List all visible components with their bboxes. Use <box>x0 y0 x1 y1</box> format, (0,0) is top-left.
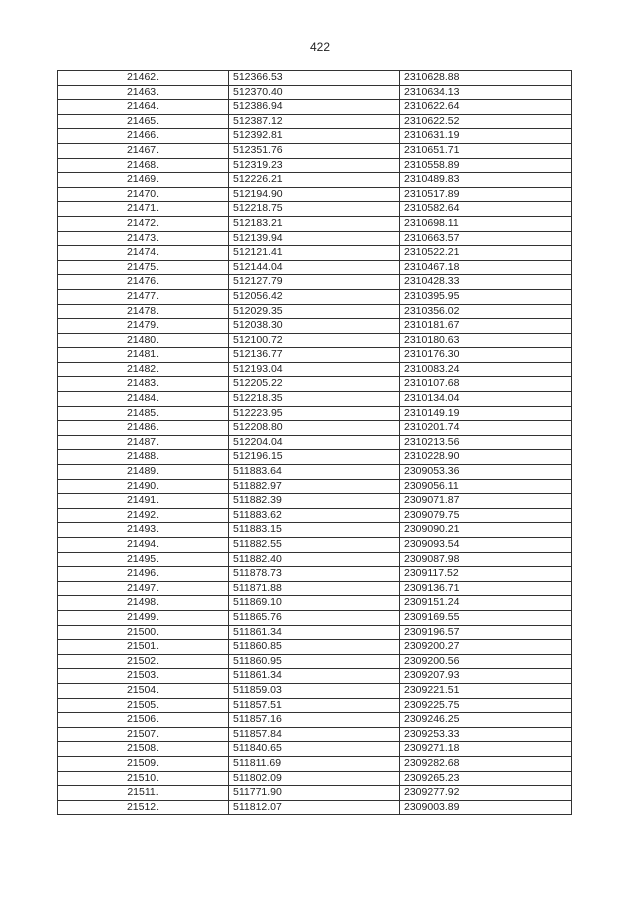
point-number-cell: 21504. <box>58 683 229 698</box>
point-number-cell: 21507. <box>58 727 229 742</box>
point-number-cell: 21473. <box>58 231 229 246</box>
x-coordinate-cell: 512223.95 <box>229 406 400 421</box>
point-number-cell: 21475. <box>58 260 229 275</box>
point-number-cell: 21481. <box>58 348 229 363</box>
y-coordinate-cell: 2309200.27 <box>400 640 572 655</box>
table-row <box>58 289 572 304</box>
y-coordinate-cell: 2310663.57 <box>400 231 572 246</box>
point-number-cell: 21489. <box>58 465 229 480</box>
x-coordinate-cell: 512100.72 <box>229 333 400 348</box>
table-row <box>58 260 572 275</box>
table-row <box>58 377 572 392</box>
page-number: 422 <box>309 40 331 54</box>
x-coordinate-cell: 511840.65 <box>229 742 400 757</box>
y-coordinate-cell: 2310517.89 <box>400 187 572 202</box>
x-coordinate-cell: 511771.90 <box>229 786 400 801</box>
y-coordinate-cell: 2309079.75 <box>400 508 572 523</box>
x-coordinate-cell: 511883.62 <box>229 508 400 523</box>
table-row <box>58 333 572 348</box>
table-row <box>58 202 572 217</box>
x-coordinate-cell: 512194.90 <box>229 187 400 202</box>
point-number-cell: 21484. <box>58 392 229 407</box>
table-row <box>58 392 572 407</box>
table-row <box>58 756 572 771</box>
y-coordinate-cell: 2309117.52 <box>400 567 572 582</box>
x-coordinate-cell: 512226.21 <box>229 173 400 188</box>
y-coordinate-cell: 2310228.90 <box>400 450 572 465</box>
y-coordinate-cell: 2309003.89 <box>400 800 572 815</box>
point-number-cell: 21494. <box>58 538 229 553</box>
y-coordinate-cell: 2310631.19 <box>400 129 572 144</box>
table-row <box>58 71 572 86</box>
point-number-cell: 21464. <box>58 100 229 115</box>
point-number-cell: 21491. <box>58 494 229 509</box>
x-coordinate-cell: 511882.97 <box>229 479 400 494</box>
x-coordinate-cell: 512366.53 <box>229 71 400 86</box>
point-number-cell: 21497. <box>58 581 229 596</box>
x-coordinate-cell: 511869.10 <box>229 596 400 611</box>
point-number-cell: 21493. <box>58 523 229 538</box>
table-row <box>58 698 572 713</box>
table-row <box>58 640 572 655</box>
table-row <box>58 727 572 742</box>
table-row <box>58 683 572 698</box>
point-number-cell: 21487. <box>58 435 229 450</box>
x-coordinate-cell: 511860.95 <box>229 654 400 669</box>
y-coordinate-cell: 2309136.71 <box>400 581 572 596</box>
point-number-cell: 21502. <box>58 654 229 669</box>
x-coordinate-cell: 512351.76 <box>229 143 400 158</box>
point-number-cell: 21508. <box>58 742 229 757</box>
point-number-cell: 21509. <box>58 756 229 771</box>
point-number-cell: 21466. <box>58 129 229 144</box>
y-coordinate-cell: 2309090.21 <box>400 523 572 538</box>
table-row <box>58 596 572 611</box>
y-coordinate-cell: 2310582.64 <box>400 202 572 217</box>
point-number-cell: 21478. <box>58 304 229 319</box>
point-number-cell: 21472. <box>58 216 229 231</box>
y-coordinate-cell: 2310428.33 <box>400 275 572 290</box>
x-coordinate-cell: 511878.73 <box>229 567 400 582</box>
table-row <box>58 304 572 319</box>
table-row <box>58 538 572 553</box>
point-number-cell: 21512. <box>58 800 229 815</box>
table-row <box>58 508 572 523</box>
y-coordinate-cell: 2310107.68 <box>400 377 572 392</box>
point-number-cell: 21498. <box>58 596 229 611</box>
y-coordinate-cell: 2309277.92 <box>400 786 572 801</box>
x-coordinate-cell: 512038.30 <box>229 319 400 334</box>
y-coordinate-cell: 2309053.36 <box>400 465 572 480</box>
table-row <box>58 465 572 480</box>
table-row <box>58 129 572 144</box>
x-coordinate-cell: 512193.04 <box>229 362 400 377</box>
point-number-cell: 21463. <box>58 85 229 100</box>
table-row <box>58 173 572 188</box>
x-coordinate-cell: 512218.75 <box>229 202 400 217</box>
y-coordinate-cell: 2310489.83 <box>400 173 572 188</box>
table-row <box>58 771 572 786</box>
x-coordinate-cell: 511802.09 <box>229 771 400 786</box>
table-row <box>58 610 572 625</box>
point-number-cell: 21499. <box>58 610 229 625</box>
y-coordinate-cell: 2309225.75 <box>400 698 572 713</box>
table-row <box>58 552 572 567</box>
x-coordinate-cell: 512204.04 <box>229 435 400 450</box>
point-number-cell: 21492. <box>58 508 229 523</box>
point-number-cell: 21482. <box>58 362 229 377</box>
table-row <box>58 581 572 596</box>
x-coordinate-cell: 511871.88 <box>229 581 400 596</box>
table-row <box>58 114 572 129</box>
table-row <box>58 742 572 757</box>
y-coordinate-cell: 2310083.24 <box>400 362 572 377</box>
x-coordinate-cell: 512319.23 <box>229 158 400 173</box>
x-coordinate-cell: 512029.35 <box>229 304 400 319</box>
point-number-cell: 21503. <box>58 669 229 684</box>
point-number-cell: 21501. <box>58 640 229 655</box>
y-coordinate-cell: 2310181.67 <box>400 319 572 334</box>
x-coordinate-cell: 512205.22 <box>229 377 400 392</box>
x-coordinate-cell: 512208.80 <box>229 421 400 436</box>
y-coordinate-cell: 2309221.51 <box>400 683 572 698</box>
coordinates-table-body <box>58 71 572 815</box>
y-coordinate-cell: 2310634.13 <box>400 85 572 100</box>
y-coordinate-cell: 2310698.11 <box>400 216 572 231</box>
table-row <box>58 494 572 509</box>
y-coordinate-cell: 2309282.68 <box>400 756 572 771</box>
table-row <box>58 158 572 173</box>
y-coordinate-cell: 2310651.71 <box>400 143 572 158</box>
x-coordinate-cell: 512127.79 <box>229 275 400 290</box>
y-coordinate-cell: 2309087.98 <box>400 552 572 567</box>
y-coordinate-cell: 2309196.57 <box>400 625 572 640</box>
x-coordinate-cell: 512121.41 <box>229 246 400 261</box>
point-number-cell: 21495. <box>58 552 229 567</box>
x-coordinate-cell: 512386.94 <box>229 100 400 115</box>
y-coordinate-cell: 2310522.21 <box>400 246 572 261</box>
table-row <box>58 143 572 158</box>
x-coordinate-cell: 512056.42 <box>229 289 400 304</box>
point-number-cell: 21462. <box>58 71 229 86</box>
point-number-cell: 21469. <box>58 173 229 188</box>
y-coordinate-cell: 2309151.24 <box>400 596 572 611</box>
y-coordinate-cell: 2309169.55 <box>400 610 572 625</box>
x-coordinate-cell: 512183.21 <box>229 216 400 231</box>
point-number-cell: 21467. <box>58 143 229 158</box>
x-coordinate-cell: 511882.55 <box>229 538 400 553</box>
x-coordinate-cell: 511857.84 <box>229 727 400 742</box>
y-coordinate-cell: 2310176.30 <box>400 348 572 363</box>
y-coordinate-cell: 2309271.18 <box>400 742 572 757</box>
y-coordinate-cell: 2310622.52 <box>400 114 572 129</box>
x-coordinate-cell: 511812.07 <box>229 800 400 815</box>
x-coordinate-cell: 511861.34 <box>229 669 400 684</box>
table-row <box>58 479 572 494</box>
point-number-cell: 21500. <box>58 625 229 640</box>
x-coordinate-cell: 512196.15 <box>229 450 400 465</box>
point-number-cell: 21471. <box>58 202 229 217</box>
x-coordinate-cell: 511859.03 <box>229 683 400 698</box>
table-row <box>58 435 572 450</box>
y-coordinate-cell: 2309265.23 <box>400 771 572 786</box>
table-row <box>58 216 572 231</box>
table-row <box>58 669 572 684</box>
y-coordinate-cell: 2310628.88 <box>400 71 572 86</box>
table-row <box>58 421 572 436</box>
y-coordinate-cell: 2309071.87 <box>400 494 572 509</box>
point-number-cell: 21465. <box>58 114 229 129</box>
table-row <box>58 713 572 728</box>
x-coordinate-cell: 511861.34 <box>229 625 400 640</box>
y-coordinate-cell: 2310467.18 <box>400 260 572 275</box>
y-coordinate-cell: 2309056.11 <box>400 479 572 494</box>
y-coordinate-cell: 2310395.95 <box>400 289 572 304</box>
x-coordinate-cell: 512370.40 <box>229 85 400 100</box>
y-coordinate-cell: 2309200.56 <box>400 654 572 669</box>
point-number-cell: 21488. <box>58 450 229 465</box>
table-row <box>58 231 572 246</box>
y-coordinate-cell: 2309093.54 <box>400 538 572 553</box>
y-coordinate-cell: 2309207.93 <box>400 669 572 684</box>
table-row <box>58 406 572 421</box>
point-number-cell: 21510. <box>58 771 229 786</box>
point-number-cell: 21490. <box>58 479 229 494</box>
x-coordinate-cell: 511860.85 <box>229 640 400 655</box>
x-coordinate-cell: 512139.94 <box>229 231 400 246</box>
table-row <box>58 786 572 801</box>
table-row <box>58 100 572 115</box>
point-number-cell: 21511. <box>58 786 229 801</box>
point-number-cell: 21506. <box>58 713 229 728</box>
x-coordinate-cell: 512144.04 <box>229 260 400 275</box>
point-number-cell: 21486. <box>58 421 229 436</box>
table-row <box>58 523 572 538</box>
point-number-cell: 21505. <box>58 698 229 713</box>
x-coordinate-cell: 511865.76 <box>229 610 400 625</box>
x-coordinate-cell: 511883.15 <box>229 523 400 538</box>
y-coordinate-cell: 2310149.19 <box>400 406 572 421</box>
point-number-cell: 21480. <box>58 333 229 348</box>
table-row <box>58 567 572 582</box>
table-row <box>58 362 572 377</box>
y-coordinate-cell: 2310134.04 <box>400 392 572 407</box>
y-coordinate-cell: 2310622.64 <box>400 100 572 115</box>
x-coordinate-cell: 512392.81 <box>229 129 400 144</box>
x-coordinate-cell: 512136.77 <box>229 348 400 363</box>
x-coordinate-cell: 511857.16 <box>229 713 400 728</box>
table-row <box>58 800 572 815</box>
point-number-cell: 21485. <box>58 406 229 421</box>
point-number-cell: 21477. <box>58 289 229 304</box>
x-coordinate-cell: 511811.69 <box>229 756 400 771</box>
y-coordinate-cell: 2310180.63 <box>400 333 572 348</box>
table-row <box>58 625 572 640</box>
y-coordinate-cell: 2309246.25 <box>400 713 572 728</box>
x-coordinate-cell: 511857.51 <box>229 698 400 713</box>
coordinates-table <box>57 70 572 815</box>
point-number-cell: 21468. <box>58 158 229 173</box>
x-coordinate-cell: 511882.40 <box>229 552 400 567</box>
y-coordinate-cell: 2310558.89 <box>400 158 572 173</box>
table-row <box>58 319 572 334</box>
x-coordinate-cell: 512387.12 <box>229 114 400 129</box>
point-number-cell: 21479. <box>58 319 229 334</box>
point-number-cell: 21474. <box>58 246 229 261</box>
table-row <box>58 450 572 465</box>
point-number-cell: 21483. <box>58 377 229 392</box>
table-row <box>58 85 572 100</box>
y-coordinate-cell: 2309253.33 <box>400 727 572 742</box>
y-coordinate-cell: 2310201.74 <box>400 421 572 436</box>
table-row <box>58 275 572 290</box>
y-coordinate-cell: 2310356.02 <box>400 304 572 319</box>
y-coordinate-cell: 2310213.56 <box>400 435 572 450</box>
table-row <box>58 348 572 363</box>
table-row <box>58 654 572 669</box>
point-number-cell: 21470. <box>58 187 229 202</box>
point-number-cell: 21476. <box>58 275 229 290</box>
point-number-cell: 21496. <box>58 567 229 582</box>
table-row <box>58 246 572 261</box>
x-coordinate-cell: 511883.64 <box>229 465 400 480</box>
x-coordinate-cell: 512218.35 <box>229 392 400 407</box>
x-coordinate-cell: 511882.39 <box>229 494 400 509</box>
table-row <box>58 187 572 202</box>
